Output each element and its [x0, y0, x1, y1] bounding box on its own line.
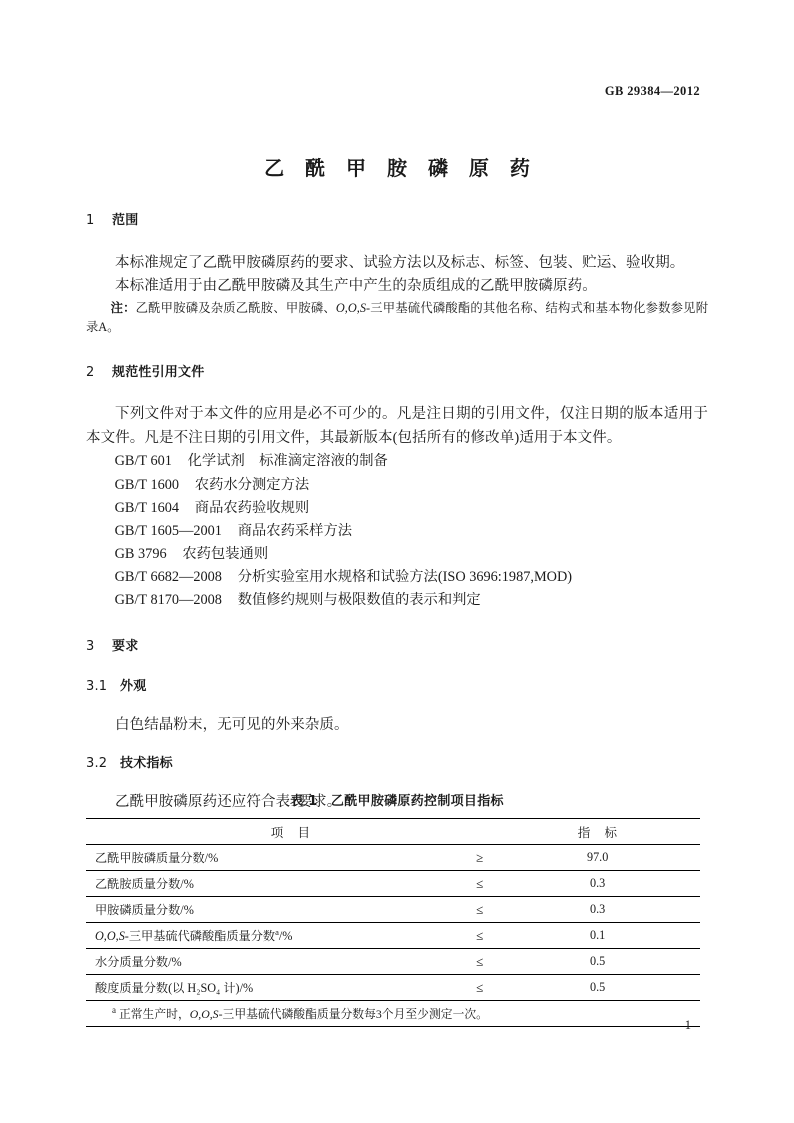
- reference-code: GB/T 1604: [114, 499, 180, 516]
- table-footnote-row: [86, 1001, 700, 1027]
- table-cell-item: 甲胺磷质量分数/%: [86, 897, 291, 923]
- table-row: [86, 897, 700, 923]
- clause-3-number: 3: [86, 639, 95, 655]
- table-cell-operator: ≤: [291, 949, 496, 975]
- footnote-text-part-2: -三甲基硫代磷酸酯质量分数每3个月至少测定一次。: [218, 1007, 488, 1021]
- note-text-part-2: -三甲基硫代磷酸酯的其他名称、结构式和基本物化参数参见附录A。: [86, 300, 708, 335]
- table-row: [86, 975, 700, 1001]
- reference-title: 分析实验室用水规格和试验方法(ISO 3696:1987,MOD): [237, 569, 573, 586]
- clause-1-paragraph-2: 本标准适用于由乙酰甲胺磷及其生产中产生的杂质组成的乙酰甲胺磷原药。: [115, 278, 597, 295]
- reference-code: GB/T 1605—2001: [114, 522, 222, 539]
- table-cell-item: 水分质量分数/%: [86, 949, 291, 975]
- reference-item: [86, 543, 708, 566]
- clause-1-number: 1: [86, 213, 95, 228]
- footnote-text-part-1: 正常生产时，: [118, 1007, 190, 1021]
- table-header-index-column: [495, 819, 700, 845]
- reference-code: GB/T 1600: [114, 476, 180, 493]
- table-cell-item-text: -三甲基硫代磷酸酯质量分数: [124, 929, 276, 944]
- table-header-row: [86, 819, 700, 845]
- reference-title: 农药水分测定方法: [194, 476, 310, 493]
- reference-code: GB/T 601: [114, 453, 172, 470]
- clause-1-title: 范围: [112, 213, 139, 228]
- table-row: [86, 949, 700, 975]
- table-cell-chemical-locant: O,O,S: [95, 929, 125, 944]
- reference-title: 数值修约规则与极限数值的表示和判定: [237, 592, 481, 609]
- reference-title: 商品农药采样方法: [237, 522, 353, 539]
- table-cell-item: 乙酰胺质量分数/%: [86, 871, 291, 897]
- clause-3-2-paragraph: 乙酰甲胺磷原药还应符合表1要求。: [115, 793, 342, 810]
- table-1-spec: [86, 818, 700, 1027]
- clause-3-title: 要求: [112, 639, 139, 655]
- reference-code: GB/T 6682—2008: [114, 569, 222, 586]
- footnote-marker: a: [112, 1005, 116, 1016]
- page-title: 乙 酰 甲 胺 磷 原 药: [264, 156, 537, 180]
- clause-3-1-paragraph: 白色结晶粉末，无可见的外来杂质。: [115, 716, 349, 733]
- reference-item: [86, 520, 708, 543]
- table-1-caption: 表 1 乙酰甲胺磷原药控制项目指标: [290, 794, 504, 809]
- reference-code: GB/T 8170—2008: [114, 592, 222, 609]
- table-cell-item: [86, 923, 291, 949]
- clause-3-heading: [86, 638, 708, 656]
- table-header-item-char-1: 项: [270, 825, 284, 840]
- clause-3-1-number: 3.1: [86, 679, 108, 695]
- clause-2-number: 2: [86, 364, 95, 380]
- table-cell-value: 97.0: [495, 845, 700, 871]
- table-cell-operator: ≤: [291, 871, 496, 897]
- clause-2-paragraph: 下列文件对于本文件的应用是必不可少的。凡是注日期的引用文件，仅注日期的版本适用于本文件。凡是不注日期的引用文件，其最新版本(包括所有的修改单)适用于本文件。: [86, 406, 708, 446]
- footnote-marker-ref: a: [275, 926, 279, 937]
- table-row: [86, 871, 700, 897]
- table-row: [86, 845, 700, 871]
- table-cell-operator: ≤: [291, 923, 496, 949]
- note-text-part-1: 乙酰甲胺磷及杂质乙酰胺、甲胺磷、: [135, 300, 336, 315]
- reference-item: [86, 589, 708, 612]
- clause-2-title: 规范性引用文件: [112, 364, 205, 380]
- clause-3-2-heading: [86, 755, 708, 773]
- running-header-standard-number: GB 29384—2012: [604, 84, 700, 98]
- table-cell-value: 0.5: [495, 975, 700, 1001]
- table-cell-value: 0.3: [495, 897, 700, 923]
- reference-item: [86, 566, 708, 589]
- table-cell-item: 乙酰甲胺磷质量分数/%: [86, 845, 291, 871]
- clause-1-paragraph-1: 本标准规定了乙酰甲胺磷原药的要求、试验方法以及标志、标签、包装、贮运、验收期。: [115, 254, 685, 271]
- reference-item: [86, 450, 708, 473]
- reference-code: GB 3796: [114, 546, 167, 562]
- table-footnote: [86, 1001, 700, 1027]
- reference-item: [86, 497, 708, 520]
- reference-item: [86, 474, 708, 497]
- document-body: [86, 212, 708, 814]
- note-chemical-locant: O,O,S: [335, 300, 366, 315]
- table-cell-value: 0.1: [495, 923, 700, 949]
- table-1-container: [86, 790, 708, 1027]
- note-label: 注：: [110, 300, 136, 315]
- table-row: [86, 923, 700, 949]
- table-header-index-char-1: 指: [577, 825, 591, 840]
- table-cell-value: 0.3: [495, 871, 700, 897]
- table-cell-item-suffix: /%: [278, 929, 293, 944]
- reference-title: 化学试剂 标准滴定溶液的制备: [187, 453, 388, 470]
- table-cell-value: 0.5: [495, 949, 700, 975]
- table-header-index-char-2: 标: [604, 825, 618, 840]
- reference-title: 农药包装通则: [182, 546, 269, 562]
- footnote-chemical-locant: O,O,S: [189, 1007, 219, 1021]
- reference-title: 商品农药验收规则: [194, 499, 310, 516]
- clause-3-2-number: 3.2: [86, 756, 108, 772]
- clause-3-2-title: 技术指标: [120, 756, 173, 772]
- table-cell-operator: ≤: [291, 975, 496, 1001]
- clause-3-1-title: 外观: [120, 679, 147, 695]
- clause-1-note: [86, 299, 708, 338]
- clause-3-1-heading: [86, 678, 708, 696]
- table-cell-item: 酸度质量分数(以 H₂SO₄ 计)/%: [86, 975, 291, 1001]
- clause-1-heading: [86, 212, 708, 230]
- page-number: 1: [684, 1018, 691, 1032]
- clause-2-heading: [86, 364, 708, 382]
- table-header-item-char-2: 目: [297, 825, 311, 840]
- table-header-item-column: [86, 819, 495, 845]
- table-cell-operator: ≤: [291, 897, 496, 923]
- table-cell-operator: ≥: [291, 845, 496, 871]
